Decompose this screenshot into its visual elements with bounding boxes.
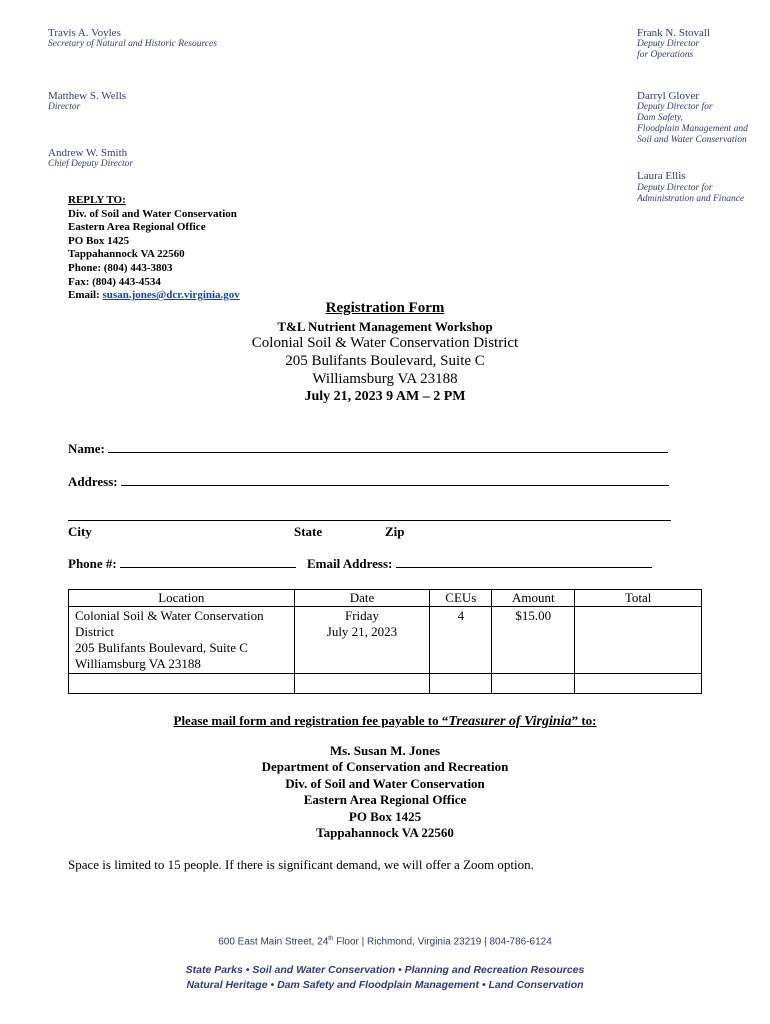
- mail-instruction-text: ” to:: [571, 713, 597, 728]
- location-cell-line: Colonial Soil & Water Conservation: [75, 608, 264, 623]
- date-cell-line: Friday: [345, 608, 379, 623]
- official-name: Laura Ellis: [637, 170, 686, 182]
- mail-address-block: [0, 743, 770, 841]
- reply-to-heading: REPLY TO:: [68, 194, 126, 206]
- email-input-line[interactable]: [396, 556, 652, 568]
- reply-to-line: Div. of Soil and Water Conservation: [68, 207, 237, 220]
- registration-table: [68, 589, 702, 694]
- mail-address-line: Department of Conservation and Recreation: [261, 759, 509, 775]
- reply-to-line: Tappahannock VA 22560: [68, 248, 185, 261]
- location-line: Williamsburg VA 23188: [312, 371, 458, 387]
- empty-cell[interactable]: [430, 674, 492, 694]
- total-cell[interactable]: [575, 607, 702, 674]
- email-address-label: Email Address:: [307, 556, 393, 571]
- city-label: City: [68, 524, 92, 539]
- official-title: Deputy Director for: [637, 102, 713, 112]
- address-input-line[interactable]: [121, 474, 669, 486]
- date-cell: [294, 607, 430, 674]
- table-header-row: [69, 590, 702, 607]
- workshop-name: T&L Nutrient Management Workshop: [277, 319, 493, 334]
- location-cell-line: 205 Bulifants Boulevard, Suite C: [75, 640, 248, 655]
- name-input-line[interactable]: [108, 441, 668, 453]
- mail-address-line: Eastern Area Regional Office: [303, 792, 467, 808]
- official-title: Dam Safety,: [637, 113, 683, 123]
- official-name: Andrew W. Smith: [48, 147, 128, 159]
- reply-to-line: PO Box 1425: [68, 234, 130, 247]
- official-name: Travis A. Voyles: [48, 27, 121, 39]
- location-cell-line: Williamsburg VA 23188: [75, 656, 201, 671]
- official-title: Deputy Director for: [637, 183, 713, 193]
- reply-to-block: [68, 194, 240, 303]
- location-line: Colonial Soil & Water Conservation District: [251, 335, 519, 351]
- footer-address-text: 600 East Main Street, 24: [218, 936, 329, 948]
- official-title: Deputy Director: [637, 39, 700, 49]
- email-field-row: [307, 556, 652, 572]
- payee-name: Treasurer of Virginia: [448, 714, 572, 729]
- official-title: for Operations: [637, 50, 694, 60]
- official-name: Darryl Glover: [637, 90, 700, 102]
- official-title: Soil and Water Conservation: [637, 135, 747, 145]
- address-field-row: [68, 474, 669, 490]
- date-cell-line: July 21, 2023: [326, 624, 398, 639]
- mail-instruction: [0, 713, 770, 730]
- footer-divisions-line: State Parks • Soil and Water Conservation • Planning and Recreation Resources: [185, 964, 585, 976]
- zip-label: Zip: [385, 524, 405, 539]
- mail-address-line: Tappahannock VA 22560: [316, 825, 454, 841]
- mail-address-line: Div. of Soil and Water Conservation: [285, 775, 485, 791]
- official-name: Matthew S. Wells: [48, 90, 127, 102]
- phone-field-row: [68, 556, 296, 572]
- official-title: Floodplain Management and: [637, 124, 748, 134]
- amount-cell: $15.00: [492, 607, 575, 674]
- column-header: Amount: [492, 590, 575, 607]
- footer-address-sup: th: [328, 936, 334, 942]
- official-name: Frank N. Stovall: [637, 27, 711, 39]
- name-label: Name:: [68, 441, 105, 456]
- workshop-datetime: July 21, 2023 9 AM – 2 PM: [304, 389, 466, 404]
- form-title: Registration Form: [325, 300, 445, 316]
- column-header: Total: [575, 590, 702, 607]
- empty-cell[interactable]: [492, 674, 575, 694]
- email-link[interactable]: susan.jones@dcr.virginia.gov: [102, 289, 240, 302]
- email-label: Email:: [68, 289, 100, 302]
- official-title: Director: [48, 102, 81, 112]
- location-line: 205 Bulifants Boulevard, Suite C: [285, 353, 485, 369]
- empty-cell[interactable]: [69, 674, 295, 694]
- mail-address-line: PO Box 1425: [348, 808, 422, 824]
- footer-address: [0, 936, 770, 947]
- table-row: [69, 607, 702, 674]
- footer-divisions-line: Natural Heritage • Dam Safety and Floodplain Management • Land Conservation: [186, 979, 584, 991]
- empty-cell[interactable]: [575, 674, 702, 694]
- column-header: Date: [294, 590, 430, 607]
- official-title-clipped: [637, 194, 757, 203]
- official-title: Chief Deputy Director: [48, 159, 134, 169]
- location-cell-line: District: [75, 624, 114, 639]
- reply-to-line: Fax: (804) 443-4534: [68, 275, 161, 288]
- table-row-empty: [69, 674, 702, 694]
- ceus-cell: 4: [430, 607, 492, 674]
- column-header: CEUs: [430, 590, 492, 607]
- phone-input-line[interactable]: [120, 556, 296, 568]
- name-field-row: [68, 441, 668, 457]
- address-line-2[interactable]: [68, 520, 671, 521]
- capacity-note: Space is limited to 15 people. If there is significant demand, we will offer a Zoom option.: [68, 857, 534, 872]
- footer-address-text: Floor | Richmond, Virginia 23219 | 804-786-6124: [333, 936, 552, 948]
- location-cell: [69, 607, 295, 674]
- phone-label: Phone #:: [68, 556, 117, 571]
- empty-cell[interactable]: [294, 674, 430, 694]
- official-title: Secretary of Natural and Historic Resources: [48, 39, 217, 49]
- mail-address-line: Ms. Susan M. Jones: [329, 743, 441, 758]
- reply-to-line: Eastern Area Regional Office: [68, 221, 206, 234]
- mail-instruction-text: Please mail form and registration fee payable to “: [173, 713, 449, 728]
- state-label: State: [294, 524, 323, 539]
- column-header: Location: [69, 590, 295, 607]
- address-label: Address:: [68, 474, 118, 489]
- official-title: Administration and Finance: [637, 194, 745, 203]
- reply-to-line: Phone: (804) 443-3803: [68, 261, 173, 274]
